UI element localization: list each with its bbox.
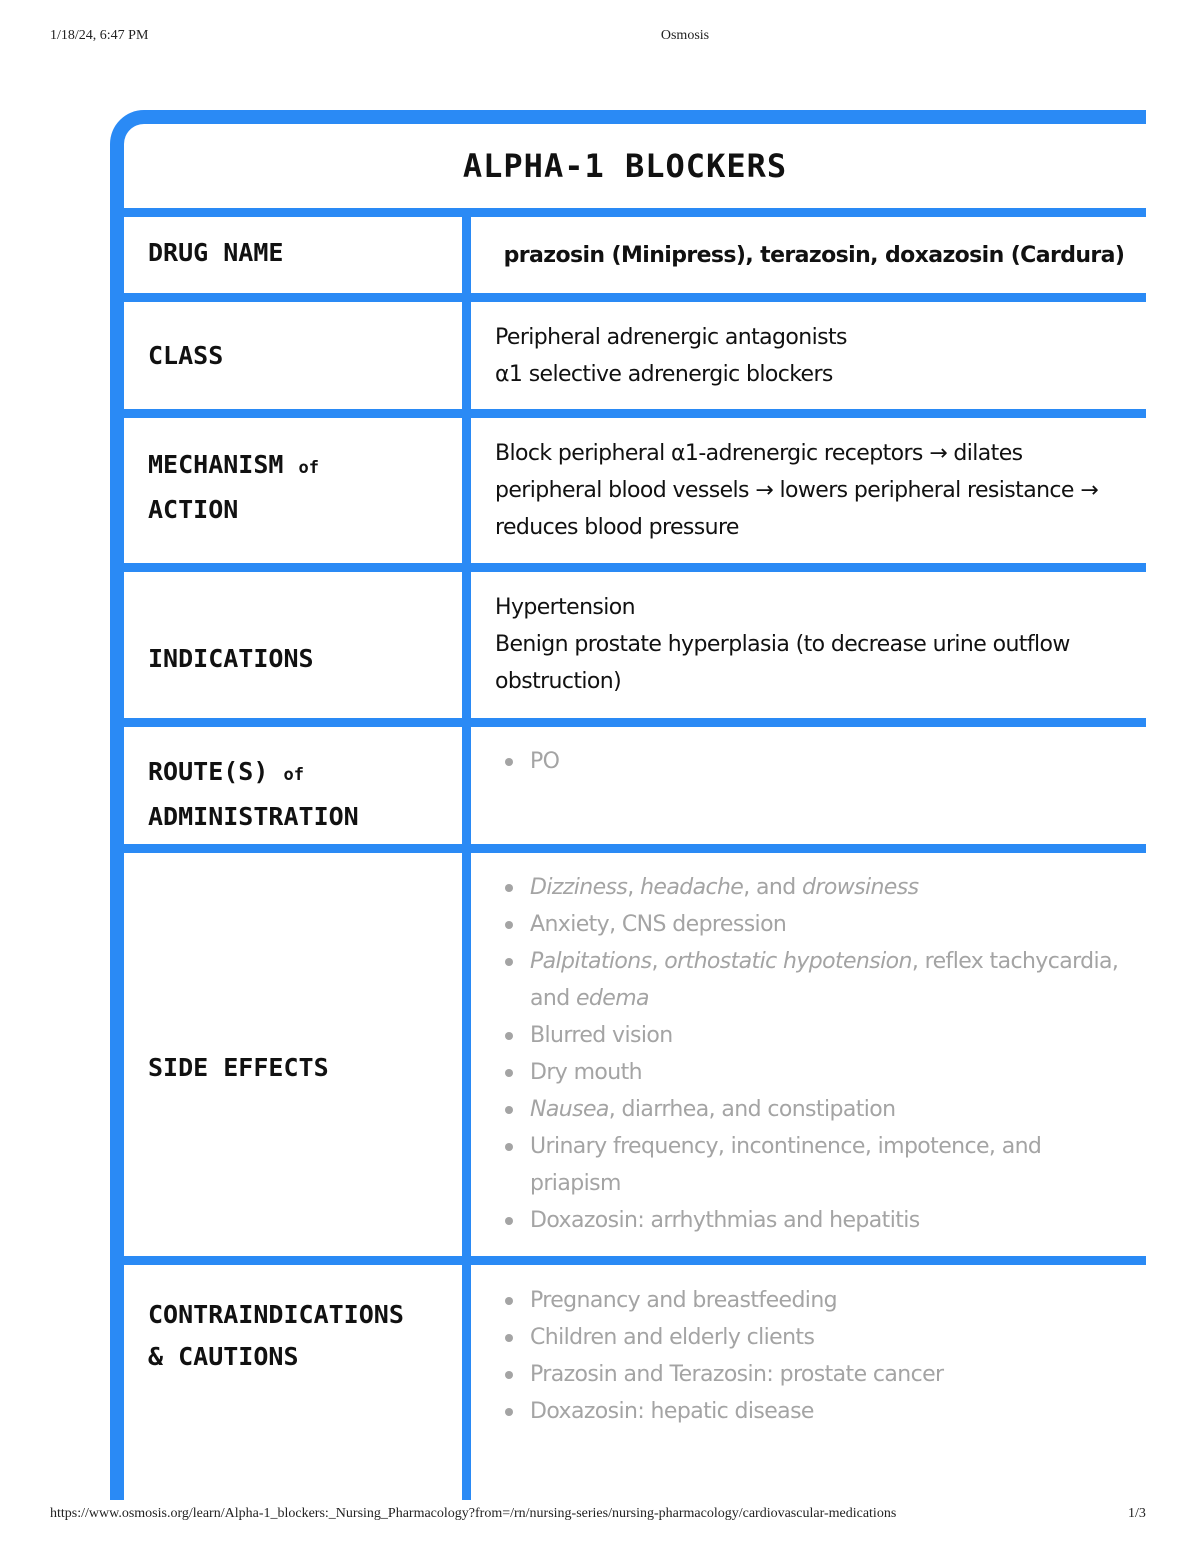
bullet-icon — [505, 1217, 513, 1225]
indications-label — [148, 635, 448, 683]
print-page-number: 1/3 — [1128, 1506, 1146, 1521]
routes-label-small: of — [283, 765, 304, 785]
indication-line: Benign prostate hyperplasia (to decrease urine outflow obstruction) — [495, 632, 1070, 694]
bullet-icon — [505, 1143, 513, 1151]
side-effect-text: Blurred vision — [530, 1023, 673, 1048]
contraindications-label-text-2: & CAUTIONS — [148, 1342, 299, 1371]
drug-name-label — [148, 229, 448, 277]
bullet-icon — [505, 1032, 513, 1040]
list-item — [495, 1017, 1135, 1054]
row-divider — [124, 563, 1146, 572]
list-item — [495, 943, 1135, 1017]
drug-name-value: prazosin (Minipress), terazosin, doxazosin (Cardura) — [503, 243, 1125, 268]
list-item — [495, 906, 1135, 943]
class-label-text: CLASS — [148, 341, 224, 370]
drug-card — [110, 110, 1146, 1500]
contraindications-label-text: CONTRAINDICATIONS — [148, 1300, 404, 1329]
list-item — [495, 743, 1135, 780]
bullet-icon — [505, 921, 513, 929]
route-text: PO — [530, 749, 560, 774]
list-item — [495, 1091, 1135, 1128]
routes-label-text-2: ADMINISTRATION — [148, 802, 359, 831]
side-effect-text: Anxiety, CNS depression — [530, 912, 787, 937]
row-divider — [124, 844, 1146, 853]
class-label — [148, 332, 448, 380]
list-item — [495, 1319, 1135, 1356]
list-item — [495, 1282, 1135, 1319]
side-effect-text: , reflex tachycardia, and — [530, 949, 1119, 1011]
bullet-icon — [505, 1334, 513, 1342]
drug-name-label-text: DRUG NAME — [148, 238, 284, 267]
side-effect-italic: edema — [575, 986, 649, 1011]
list-item — [495, 1054, 1135, 1091]
side-effect-text: , — [627, 875, 641, 900]
list-item — [495, 1393, 1135, 1430]
row-divider — [124, 1256, 1146, 1265]
side-effect-text: , and — [743, 875, 803, 900]
side-effect-text: Urinary frequency, incontinence, impotence, and priapism — [530, 1134, 1042, 1196]
side-effect-text: Dry mouth — [530, 1060, 643, 1085]
routes-label-text: ROUTE(S) — [148, 757, 269, 786]
bullet-icon — [505, 1069, 513, 1077]
side-effect-italic: Nausea — [530, 1097, 609, 1122]
class-line: Peripheral adrenergic antagonists — [495, 325, 847, 350]
side-effect-text: , — [651, 949, 665, 974]
indication-line: Hypertension — [495, 595, 635, 620]
bullet-icon — [505, 1106, 513, 1114]
side-effect-text: Doxazosin: arrhythmias and hepatitis — [530, 1208, 920, 1233]
print-footer — [0, 1506, 1200, 1526]
side-effect-italic: orthostatic hypotension — [664, 949, 912, 974]
mechanism-value: Block peripheral α1-adrenergic receptors → dilates peripheral blood vessels → lowers peripheral resistance → reduces blood pressure — [495, 441, 1099, 540]
print-url: https://www.osmosis.org/learn/Alpha-1_blockers:_Nursing_Pharmacology?from=/rn/nursing-series/nursing-pharmacology/cardiovascular-medications — [50, 1506, 897, 1521]
contraindications-list — [495, 1282, 1135, 1430]
routes-label — [148, 751, 448, 839]
row-divider — [124, 208, 1146, 217]
side-effects-list — [495, 869, 1135, 1239]
contraindications-value — [495, 1282, 1135, 1430]
list-item — [495, 869, 1135, 906]
contraindication-text: Children and elderly clients — [530, 1325, 815, 1350]
row-divider — [124, 718, 1146, 727]
card-title-row — [124, 124, 1146, 208]
side-effect-italic: headache — [640, 875, 744, 900]
side-effect-italic: drowsiness — [802, 875, 919, 900]
side-effect-italic: Dizziness — [530, 875, 628, 900]
bullet-icon — [505, 1371, 513, 1379]
print-datetime: 1/18/24, 6:47 PM — [50, 28, 149, 43]
card-title: ALPHA-1 BLOCKERS — [462, 147, 788, 185]
contraindication-text: Doxazosin: hepatic disease — [530, 1399, 814, 1424]
contraindications-label — [148, 1294, 448, 1382]
side-effect-italic: Palpitations — [530, 949, 652, 974]
print-site-title: Osmosis — [660, 28, 710, 43]
row-divider — [124, 409, 1146, 418]
list-item — [495, 1356, 1135, 1393]
mechanism-label-text-2: ACTION — [148, 495, 239, 524]
contraindication-text: Pregnancy and breastfeeding — [530, 1288, 838, 1313]
bullet-icon — [505, 758, 513, 766]
indications-label-text: INDICATIONS — [148, 644, 314, 673]
class-line: α1 selective adrenergic blockers — [495, 362, 833, 387]
routes-value — [495, 743, 1135, 780]
bullet-icon — [505, 958, 513, 966]
indications-value — [495, 589, 1135, 700]
class-value — [495, 319, 1135, 393]
bullet-icon — [505, 1297, 513, 1305]
contraindication-text: Prazosin and Terazosin: prostate cancer — [530, 1362, 944, 1387]
column-divider — [462, 214, 471, 1500]
list-item — [495, 1128, 1135, 1202]
routes-list — [495, 743, 1135, 780]
mechanism-label — [148, 444, 448, 532]
bullet-icon — [505, 1408, 513, 1416]
row-divider — [124, 293, 1146, 302]
side-effects-label-text: SIDE EFFECTS — [148, 1053, 329, 1082]
mechanism-label-small: of — [298, 458, 320, 478]
side-effects-label — [148, 1044, 448, 1092]
side-effects-value — [495, 869, 1135, 1239]
side-effect-text: , diarrhea, and constipation — [608, 1097, 896, 1122]
mechanism-label-text: MECHANISM — [148, 450, 284, 479]
bullet-icon — [505, 884, 513, 892]
list-item — [495, 1202, 1135, 1239]
print-header — [0, 28, 1200, 48]
